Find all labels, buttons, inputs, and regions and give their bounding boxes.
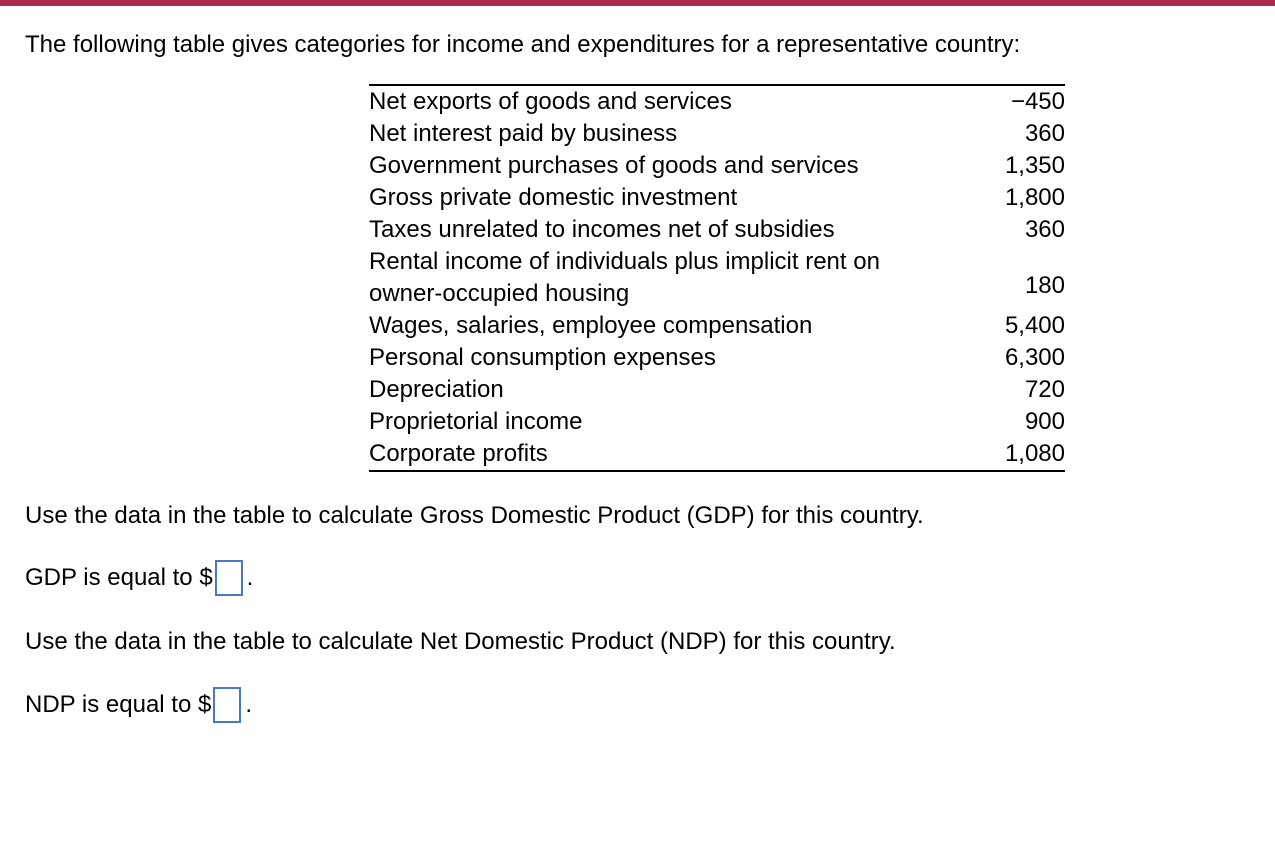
table-row bbox=[369, 374, 1065, 406]
row-label: Net exports of goods and services bbox=[369, 88, 732, 115]
row-value: 900 bbox=[1024, 408, 1065, 435]
row-value: 720 bbox=[1024, 376, 1065, 403]
row-value: 180 bbox=[1024, 272, 1065, 299]
ndp-answer-input[interactable] bbox=[213, 687, 241, 723]
ndp-suffix: . bbox=[245, 691, 252, 718]
gdp-question: Use the data in the table to calculate Gross Domestic Product (GDP) for this country. bbox=[25, 502, 924, 529]
ndp-answer-line bbox=[25, 687, 252, 723]
row-value: 1,800 bbox=[1004, 184, 1065, 211]
table-row bbox=[369, 342, 1065, 374]
table-row bbox=[369, 118, 1065, 150]
gdp-answer-input[interactable] bbox=[215, 560, 243, 596]
row-label: Depreciation bbox=[369, 376, 504, 403]
row-label: Wages, salaries, employee compensation bbox=[369, 312, 813, 339]
table-row bbox=[369, 406, 1065, 438]
gdp-suffix: . bbox=[246, 564, 254, 591]
row-value: 5,400 bbox=[1004, 312, 1065, 339]
table-row bbox=[369, 246, 1065, 310]
row-value: −450 bbox=[1010, 88, 1065, 115]
table-row bbox=[369, 182, 1065, 214]
row-label: Gross private domestic investment bbox=[369, 184, 738, 211]
row-value: 1,350 bbox=[1004, 152, 1065, 179]
row-label: Corporate profits bbox=[369, 440, 548, 467]
row-value: 6,300 bbox=[1004, 344, 1065, 371]
ndp-question: Use the data in the table to calculate Net Domestic Product (NDP) for this country. bbox=[25, 628, 896, 655]
ndp-prefix: NDP is equal to $ bbox=[25, 691, 212, 718]
row-value: 360 bbox=[1024, 216, 1065, 243]
row-label: Government purchases of goods and services bbox=[369, 152, 859, 179]
table-row bbox=[369, 438, 1065, 471]
table-row bbox=[369, 310, 1065, 342]
table-row bbox=[369, 150, 1065, 182]
gdp-prefix: GDP is equal to $ bbox=[25, 564, 213, 591]
table-row bbox=[369, 85, 1065, 118]
income-expenditure-table bbox=[369, 84, 1065, 472]
row-label: Personal consumption expenses bbox=[369, 344, 716, 371]
row-label: Rental income of individuals plus implicit rent on owner-occupied housing bbox=[369, 248, 880, 307]
row-value: 1,080 bbox=[1004, 440, 1065, 467]
table-row bbox=[369, 214, 1065, 246]
row-label: Taxes unrelated to incomes net of subsidies bbox=[369, 216, 835, 243]
gdp-answer-line bbox=[25, 560, 253, 596]
intro-text: The following table gives categories for income and expenditures for a representative country: bbox=[25, 31, 1021, 58]
top-accent-bar bbox=[0, 0, 1275, 6]
row-label: Net interest paid by business bbox=[369, 120, 678, 147]
row-label: Proprietorial income bbox=[369, 408, 583, 435]
row-value: 360 bbox=[1024, 120, 1065, 147]
